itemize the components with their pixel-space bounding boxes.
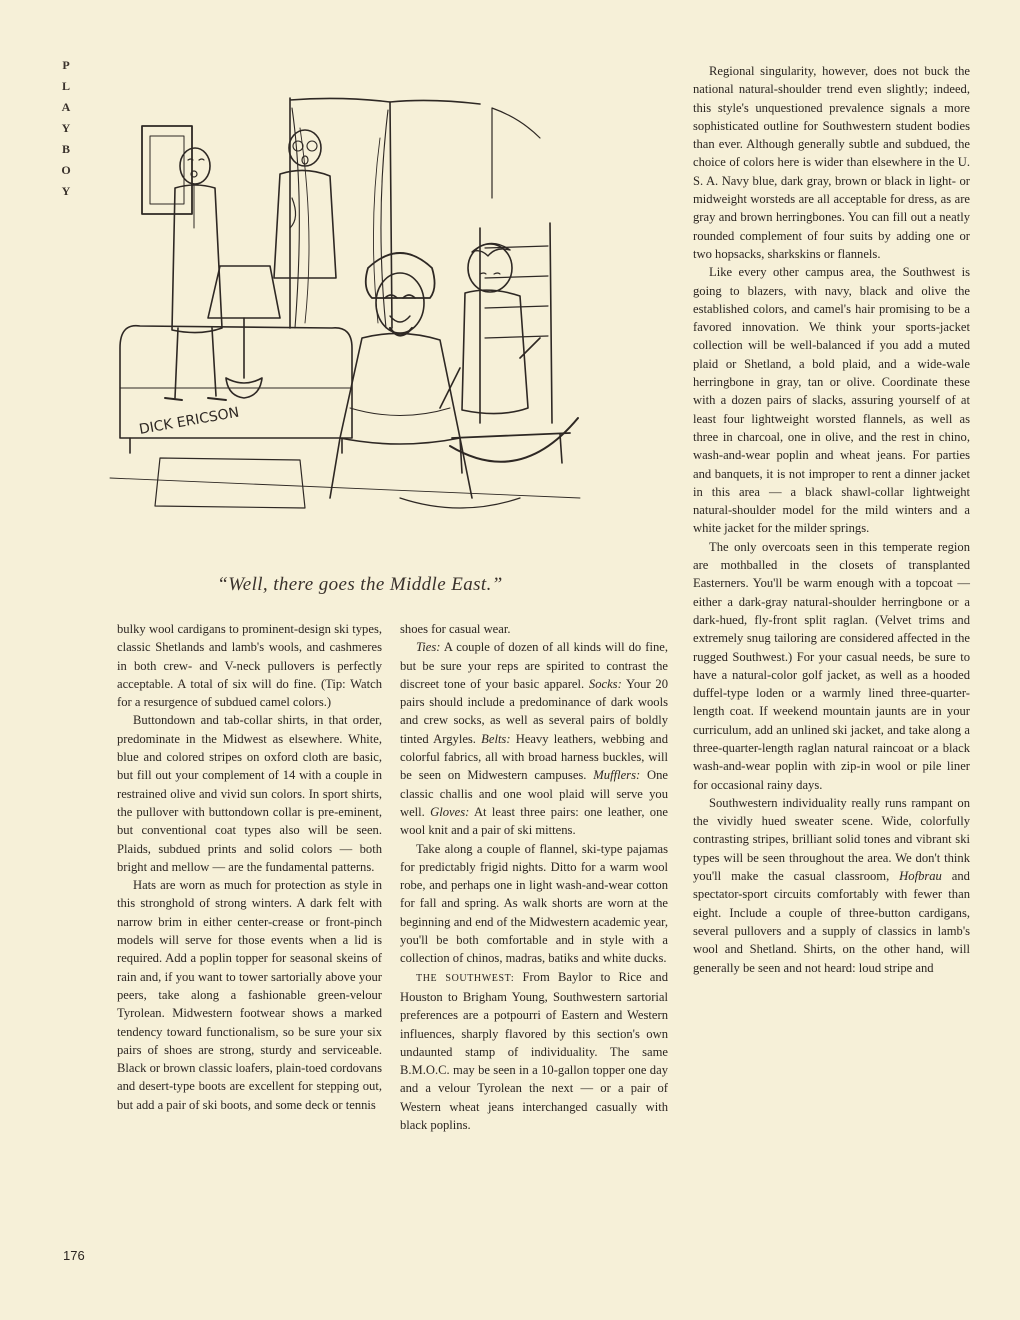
page-number: 176 [63,1248,85,1263]
cartoon-illustration [100,78,590,548]
paragraph: Hats are worn as much for protection as style in this stronghold of strong winters. A dark felt with narrow brim in either center-crease or front-pinch models will serve for those events when a lid is required. Add a poplin topper for seasonal skeins of rain and, if you want to tower sartorially above your peers, take along a fashionable green-velour Tyrolean. Midwestern footwear shows a marked tendency toward functionalism, so be sure your six pairs of shoes are strong, sturdy and serviceable. Black or brown classic loafers, plain-toed cordovans and desert-type boots are excellent for stepping out, but add a pair of ski boots, and some deck or tennis [117,878,382,1112]
paragraph: Regional singularity, however, does not buck the national natural-shoulder trend even slightly; indeed, this style's unquestioned prevalence signals a more sophisticated outline for Southwestern student bodies than ever. Although generally subtle and subdued, the choice of colors here is wider than elsewhere in the U. S. A. Navy blue, dark gray, brown or black in light- or midweight worsteds are all acceptable for dress, as are gray and brown herringbones. You can fill out a neatly rounded complement of four suits by adding one or two hopsacks, sharkskins or flannels. [693,64,970,261]
artist-signature: DICK ERICSON [137,404,241,438]
run-in-head-mufflers: Mufflers: [593,768,641,783]
article-column-2 [400,620,668,1134]
run-in-head-ties: Ties: [416,640,441,655]
paragraph: bulky wool cardigans to prominent-design ski types, classic Shetlands and lamb's wools, and cashmeres in both crew- and V-neck pullovers is perfectly acceptable. A total of six will do fine. (Tip: Watch for a resurgence of subdued camel colors.) [117,622,382,710]
paragraph [693,794,970,977]
paragraph-text: From Baylor to Rice and Houston to Brigham Young, Southwestern sartorial preferences are a potpourri of Eastern and Western influences, sharply flavored by this section's own undaunted stamp of individuality. The same B.M.O.C. may be seen in a 10-gallon topper one day and a velour Tyrolean the next — or a pair of Western wheat jeans interchanged casually with black poplins. [400,969,668,1133]
paragraph-text: One classic challis and one wool plaid will serve you well. [400,768,668,819]
paragraph-text: and spectator-sport circuits comfortably with fewer than eight. Include a couple of three-button cardigans, several pullovers and a supply of classics in lamb's wool and Shetland. Shirts, on the other hand, will generally be seen and not heard: loud stripe and [693,869,970,975]
paragraph: shoes for casual wear. [400,622,511,636]
paragraph: The only overcoats seen in this temperate region are mothballed in the closets of transplanted Easterners. You'll be warm enough with a topcoat — either a dark-gray natural-shoulder herringbone or a dark-hued, fly-front split raglan. (Velvet trims and extremely snug tailoring are considered affected in the rugged Southwest.) For your casual needs, be sure to have a natural-color golf jacket, as well as a hooded duffel-type loden or a warmly lined three-quarter-length coat. If weekend mountain jaunts are in your curriculum, add an unlined ski jacket, and take along a three-quarter-length raglan natural raincoat or a black wash-and-wear poplin with zip-in wool or pile liner for occasional rainy days. [693,539,970,792]
article-column-3 [693,62,970,977]
italic-term: Hofbrau [899,869,942,884]
paragraph-text: A couple of dozen of all kinds will do fine, but be sure your reps are spirited to contrast the discreet tone of your basic apparel. [400,640,668,691]
paragraph: Buttondown and tab-collar shirts, in that order, predominate in the Midwest as elsewhere. White, blue and colored stripes on oxford cloth are basic, but fill out your complement of 14 with a couple in restrained olive and vivid sun colors. In sport shirts, the pullover with buttondown collar is pre-eminent, but conventional coat types also will be seen. Plaids, subdued prints and solid colors — both bright and mellow — are the fundamental patterns. [117,713,382,874]
cartoon-drawing [100,78,590,548]
paragraph-text: At least three pairs: one leather, one wool knit and a pair of ski mittens. [400,804,668,838]
run-in-head-socks: Socks: [588,676,622,691]
cartoon-caption: “Well, there goes the Middle East.” [217,574,503,595]
section-head-southwest: THE SOUTHWEST: [416,972,515,984]
paragraph: Like every other campus area, the Southwest is going to blazers, with navy, black and olive the established colors, and camel's hair promising to be a favored innovation. We think your sports-jacket collection will be well-balanced if you add a muted plaid or Shetland, a bold plaid, and a wide-wale herringbone in gray, tan or olive. Coordinate these with a dozen pairs of slacks, assuring yourself of at least four lightweight worsted flannels, as well as three in charcoal, one in olive, and the rest in chino, wash-and-wear poplin and wheat jeans. For parties and banquets, it is not improper to rent a dinner jacket in this area — a black shawl-collar lightweight natural-shoulder model for the mild winters and a white jacket for the milder springs. [693,265,970,536]
article-column-1 [117,620,382,1114]
paragraph [400,968,668,1135]
paragraph [400,638,668,839]
masthead: PLAYBOY [59,58,73,205]
run-in-head-gloves: Gloves: [430,804,470,819]
paragraph: Take along a couple of flannel, ski-type pajamas for predictably frigid nights. Ditto for a warm wool robe, and perhaps one in light wash-and-wear cotton for fall and spring. As walk shorts are worn at the beginning and end of the Midwestern academic year, you'll be both comfortable and in style with a collection of chinos, madras, batiks and white ducks. [400,841,668,966]
paragraph-text: Southwestern individuality really runs rampant on the vividly hued sweater scene. Wide, colorfully contrasting stripes, brilliant solid tones and vibrant ski types will be seen throughout the area. We don't think you'll make the casual classroom, [693,795,970,884]
paragraph-text: Your 20 pairs should include a predominance of dark wools and crew socks, as well as several pairs of boldly tinted Argyles. [400,676,668,746]
paragraph-text: Heavy leathers, webbing and colorful fabrics, all with broad harness buckles, will be seen on Midwestern campuses. [400,731,669,783]
run-in-head-belts: Belts: [481,731,511,746]
